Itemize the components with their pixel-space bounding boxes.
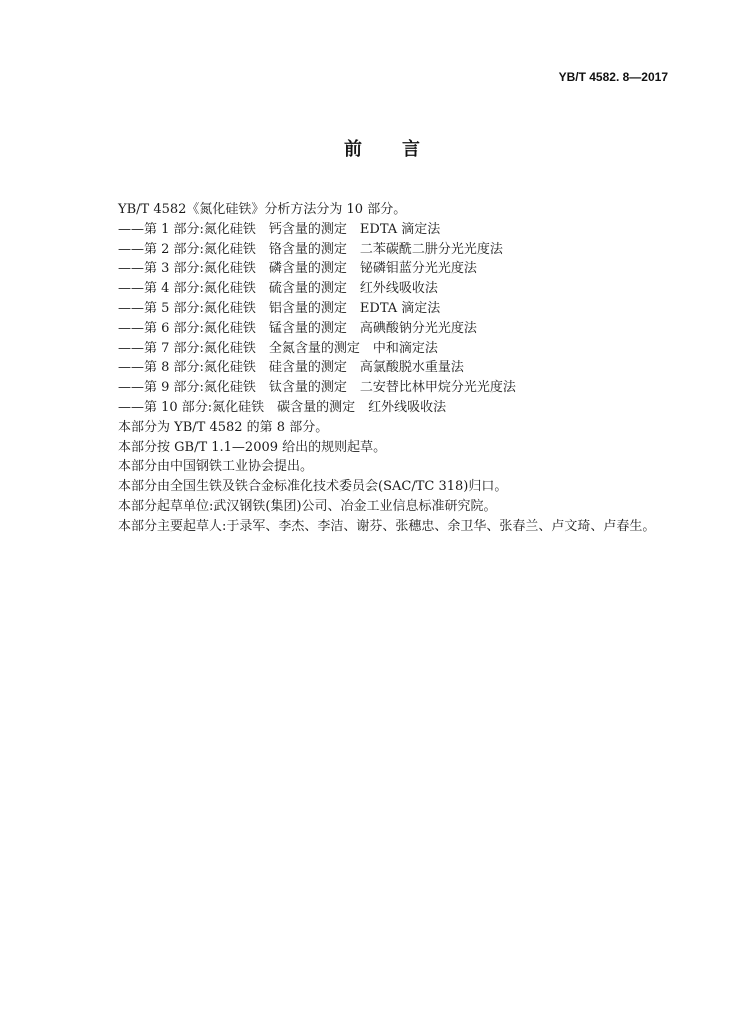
standard-number: YB/T 4582. 8—2017 xyxy=(558,70,668,84)
intro-paragraph: YB/T 4582《氮化硅铁》分析方法分为 10 部分。 xyxy=(118,202,407,217)
part-list-item: ——第 9 部分:氮化硅铁 钛含量的测定 二安替比林甲烷分光光度法 xyxy=(118,380,516,396)
part-list-item: ——第 1 部分:氮化硅铁 钙含量的测定 EDTA 滴定法 xyxy=(118,221,441,237)
statement-technical-committee: 本部分由全国生铁及铁合金标准化技术委员会(SAC/TC 318)归口。 xyxy=(118,479,508,495)
statement-drafters: 本部分主要起草人:于录军、李杰、李洁、谢芬、张穗忠、余卫华、张春兰、卢文琦、卢春生。 xyxy=(118,518,656,534)
foreword-body xyxy=(118,200,678,537)
part-list-item: ——第 2 部分:氮化硅铁 铬含量的测定 二苯碳酰二肼分光光度法 xyxy=(118,241,503,257)
page-title: 前 言 xyxy=(344,139,431,160)
part-list-item: ——第 10 部分:氮化硅铁 碳含量的测定 红外线吸收法 xyxy=(118,399,447,415)
statement-part-number: 本部分为 YB/T 4582 的第 8 部分。 xyxy=(118,419,329,435)
part-list-item: ——第 3 部分:氮化硅铁 磷含量的测定 铋磷钼蓝分光光度法 xyxy=(118,261,477,277)
part-list-item: ——第 8 部分:氮化硅铁 硅含量的测定 高氯酸脱水重量法 xyxy=(118,360,464,376)
part-list-item: ——第 7 部分:氮化硅铁 全氮含量的测定 中和滴定法 xyxy=(118,340,438,356)
statement-drafting-organizations: 本部分起草单位:武汉钢铁(集团)公司、冶金工业信息标准研究院。 xyxy=(118,498,497,514)
part-list-item: ——第 6 部分:氮化硅铁 锰含量的测定 高碘酸钠分光光度法 xyxy=(118,320,477,336)
statement-drafting-rules: 本部分按 GB/T 1.1—2009 给出的规则起草。 xyxy=(118,439,387,455)
part-list-item: ——第 4 部分:氮化硅铁 硫含量的测定 红外线吸收法 xyxy=(118,281,438,297)
statement-proposer: 本部分由中国钢铁工业协会提出。 xyxy=(118,459,314,475)
part-list-item: ——第 5 部分:氮化硅铁 铝含量的测定 EDTA 滴定法 xyxy=(118,300,441,316)
